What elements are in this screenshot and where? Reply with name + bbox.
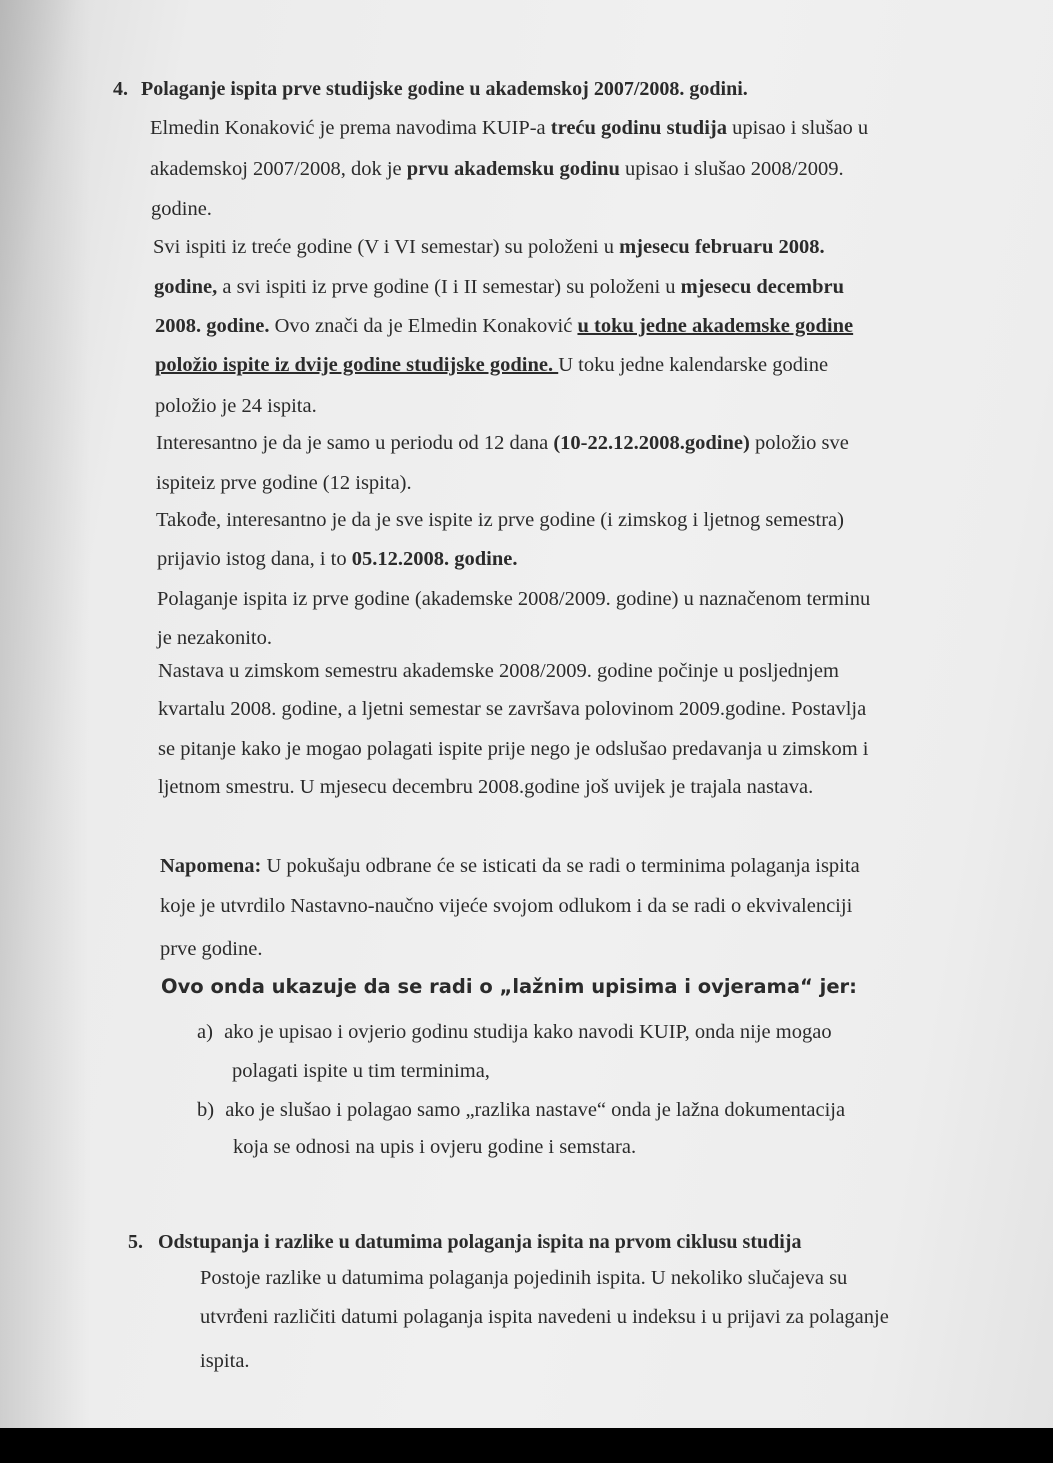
text-bold: (10-22.12.2008.godine) [553,432,750,454]
text: a svi ispiti iz prve godine (I i II semestar) su položeni u [217,276,681,298]
text: prve godine. [160,938,263,960]
section-4-title: Polaganje ispita prve studijske godine u akademskoj 2007/2008. godini. [141,78,748,100]
s4-p2-line2 [154,275,844,299]
section-5-heading [128,1230,801,1254]
s4-p1-line2 [150,157,844,181]
s4-note-line2 [160,894,852,918]
text: ispita. [200,1350,250,1372]
s5-p1-line1 [200,1266,847,1290]
section-5-number: 5. [128,1231,143,1253]
text: ako je upisao i ovjerio godinu studija kako navodi KUIP, onda nije mogao [224,1021,832,1043]
s4-p5-line1 [157,587,870,611]
s4-p3-line2 [156,471,412,495]
text: Ovo znači da je Elmedin Konaković [269,315,578,337]
list-marker: b) [197,1099,215,1121]
text-bold: prvu akademsku godinu [406,158,620,180]
s4-note-line3 [160,937,262,961]
s5-p1-line2 [200,1305,889,1329]
text: kvartalu 2008. godine, a ljetni semestar se završava polovinom 2009.godine. Postavlja [158,698,867,720]
text: Polaganje ispita iz prve godine (akademske 2008/2009. godine) u naznačenom terminu [157,588,871,610]
text: koje je utvrdilo Nastavno-naučno vijeće svojom odlukom i da se radi o ekvivalenciji [160,895,853,917]
s4-p2-line4 [155,353,828,377]
text: upisao i slušao u [726,117,869,139]
s4-item-b-line1 [197,1098,845,1122]
section-4-number: 4. [113,78,128,100]
text-bold-underlined: u toku jedne akademske godine [577,315,854,337]
text: Svi ispiti iz treće godine (V i VI semestar) su položeni u [153,236,620,258]
s4-p2-line5 [155,394,317,418]
text: Nastava u zimskom semestru akademske 2008/2009. godine počinje u posljednjem [158,660,839,682]
text-bold: mjesecu decembru [680,276,845,298]
text: Takođe, interesantno je da je sve ispite iz prve godine (i zimskog i ljetnog semestra) [156,509,844,531]
text: U pokušaju odbrane će se isticati da se radi o terminima polaganja ispita [261,855,860,877]
s4-item-a-line2 [232,1059,490,1083]
s4-p1-line3 [151,197,212,221]
text: akademskoj 2007/2008, dok je [150,158,407,180]
s4-p6-line3 [158,737,868,761]
text: ako je slušao i polagao samo „razlika nastave“ onda je lažna dokumentacija [225,1099,846,1121]
text: prijavio istog dana, i to [157,548,352,570]
text: Elmedin Konaković je prema navodima KUIP-a [150,117,551,139]
text: U toku jedne kalendarske godine [558,354,829,376]
text-bold: 2008. godine. [155,315,270,337]
section-5-title: Odstupanja i razlike u datumima polaganja ispita na prvom ciklusu studija [158,1231,802,1253]
s4-p6-line1 [158,659,839,683]
text: položio sve [749,432,849,454]
bottom-black-bar [0,1428,1053,1463]
text: godine. [151,198,212,220]
note-label: Napomena: [160,855,262,877]
s4-p3-line1 [156,431,849,455]
s4-p5-line2 [157,626,272,650]
text-bold-underlined: položio ispite iz dvije godine studijske godine. [155,354,559,376]
text: koja se odnosi na upis i ovjeru godine i semstara. [233,1136,637,1158]
s4-p4-line1 [156,508,844,532]
text-bold: treću godinu studija [550,117,727,139]
s4-p6-line2 [158,697,866,721]
conclusion-text: Ovo onda ukazuje da se radi o „lažnim upisima i ovjerama“ jer: [161,975,857,998]
s4-item-a-line1 [197,1020,832,1044]
text: Postoje razlike u datumima polaganja pojedinih ispita. U nekoliko slučajeva su [200,1267,848,1289]
text: ljetnom smestru. U mjesecu decembru 2008.godine još uvijek je trajala nastava. [158,776,814,798]
s4-p2-line3 [155,314,853,338]
s4-p2-line1 [153,235,825,259]
section-4-heading [113,77,748,101]
s4-conclusion [161,975,857,999]
text: se pitanje kako je mogao polagati ispite prije nego je odslušao predavanja u zimskom i [158,738,869,760]
text: upisao i slušao 2008/2009. [619,158,844,180]
s4-p4-line2 [157,547,517,571]
text: položio je 24 ispita. [155,395,317,417]
text-bold: 05.12.2008. godine. [351,548,518,570]
text: polagati ispite u tim terminima, [232,1060,490,1082]
text-bold: godine, [154,276,218,298]
s4-p6-line4 [158,775,813,799]
s5-p1-line3 [200,1349,250,1373]
s4-item-b-line2 [233,1135,636,1159]
paper-shadow [0,0,90,1428]
s4-note-line1 [160,854,860,878]
text: utvrđeni različiti datumi polaganja ispita navedeni u indeksu i u prijavi za polaganje [200,1306,889,1328]
text: Interesantno je da je samo u periodu od 12 dana [156,432,554,454]
text: ispiteiz prve godine (12 ispita). [156,472,412,494]
s4-p1-line1 [150,116,868,140]
text-bold: mjesecu februaru 2008. [619,236,825,258]
text: je nezakonito. [157,627,272,649]
list-marker: a) [197,1021,213,1043]
